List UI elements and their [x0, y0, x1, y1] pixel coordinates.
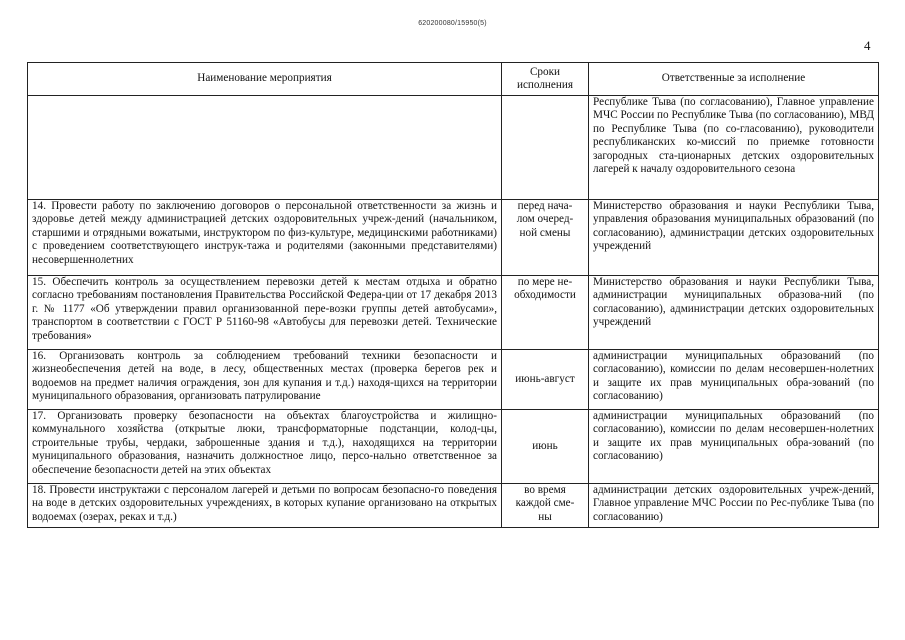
event-cell: 14. Провести работу по заключению договоров о персональной ответственности за жизнь и здоровье детей между администрацией детских оздоровительных учреж-дений (начальником, старшими и отрядными вожатыми, инструктором по физ-культуре, медицинскими работниками) с проведением соответствующего инструк-тажа и родителями (законными представителями) несовершеннолетних	[28, 200, 502, 276]
page-number: 4	[864, 38, 871, 53]
table-row	[28, 96, 879, 200]
document-code: 620200080/15950(5)	[418, 20, 487, 27]
deadline-cell: перед нача- лом очеред- ной смены	[502, 200, 589, 276]
table-row	[28, 276, 879, 350]
event-cell: 17. Организовать проверку безопасности на объектах благоустройства и жилищно-коммунального хозяйства (открытые люки, трансформаторные подстанции, колод-цы, строительные трубы, чердаки, заброшенные здания и т.д.), находящихся на территории муниципального образования, назначить должностное лицо, персо-нально ответственное за обеспечение безопасности детей на этих объектах	[28, 410, 502, 484]
deadline-cell	[502, 96, 589, 200]
event-cell	[28, 96, 502, 200]
events-table	[27, 62, 879, 528]
responsible-cell: Министерство образования и науки Республики Тыва, управления образования муниципальных образований (по согласованию), администрации детских оздоровительных учреждений	[589, 200, 879, 276]
responsible-cell: Министерство образования и науки Республики Тыва, администрации муниципальных образова-ний (по согласованию), администрации детских оздоровительных учреждений	[589, 276, 879, 350]
event-cell: 16. Организовать контроль за соблюдением требований техники безопасности и жизнеобеспечения детей на воде, в лесу, общественных местах (проверка берегов рек и водоемов на предмет наличия ограждения, зон для купания и т.д.) находя-щихся на территории муниципального образования, организовать патрулирование	[28, 350, 502, 410]
responsible-cell: администрации муниципальных образований (по согласованию), комиссии по делам несовершен-нолетних и защите их прав муниципальных обра-зований (по согласованию)	[589, 410, 879, 484]
column-header-deadline: Сроки исполнения	[502, 63, 589, 96]
deadline-cell: во время каждой сме- ны	[502, 484, 589, 528]
table-row	[28, 200, 879, 276]
table-row	[28, 350, 879, 410]
column-header-event: Наименование мероприятия	[28, 63, 502, 96]
event-cell: 18. Провести инструктажи с персоналом лагерей и детьми по вопросам безопасно-го поведения на воде в детских оздоровительных учреждениях, в которых купание организовано на открытых водоемах (озерах, реках и т.д.)	[28, 484, 502, 528]
column-header-responsible: Ответственные за исполнение	[589, 63, 879, 96]
table-row	[28, 484, 879, 528]
event-cell: 15. Обеспечить контроль за осуществлением перевозки детей к местам отдыха и обратно согласно требованиям постановления Правительства Российской Федера-ции от 17 декабря 2013 г. № 1177 «Об утверждении правил организованной пере-возки группы детей автобусами», транспортом в соответствии с ГОСТ Р 51160-98 «Автобусы для перевозки детей. Технические требования»	[28, 276, 502, 350]
responsible-cell: администрации детских оздоровительных учреж-дений, Главное управление МЧС России по Рес-публике Тыва (по согласованию)	[589, 484, 879, 528]
deadline-cell: июнь	[502, 410, 589, 484]
deadline-cell: по мере не- обходимости	[502, 276, 589, 350]
table-header-row	[28, 63, 879, 96]
table-row	[28, 410, 879, 484]
responsible-cell: Республике Тыва (по согласованию), Главное управление МЧС России по Республике Тыва (по согласованию), МВД по Республике Тыва (по со-гласованию), руководители республиканских ко-миссий по приемке готовности загородных ста-ционарных детских оздоровительных лагерей к началу оздоровительного сезона	[589, 96, 879, 200]
responsible-cell: администрации муниципальных образований (по согласованию), комиссии по делам несовершен-нолетних и защите их прав муниципальных обра-зований (по согласованию)	[589, 350, 879, 410]
deadline-cell: июнь-август	[502, 350, 589, 410]
